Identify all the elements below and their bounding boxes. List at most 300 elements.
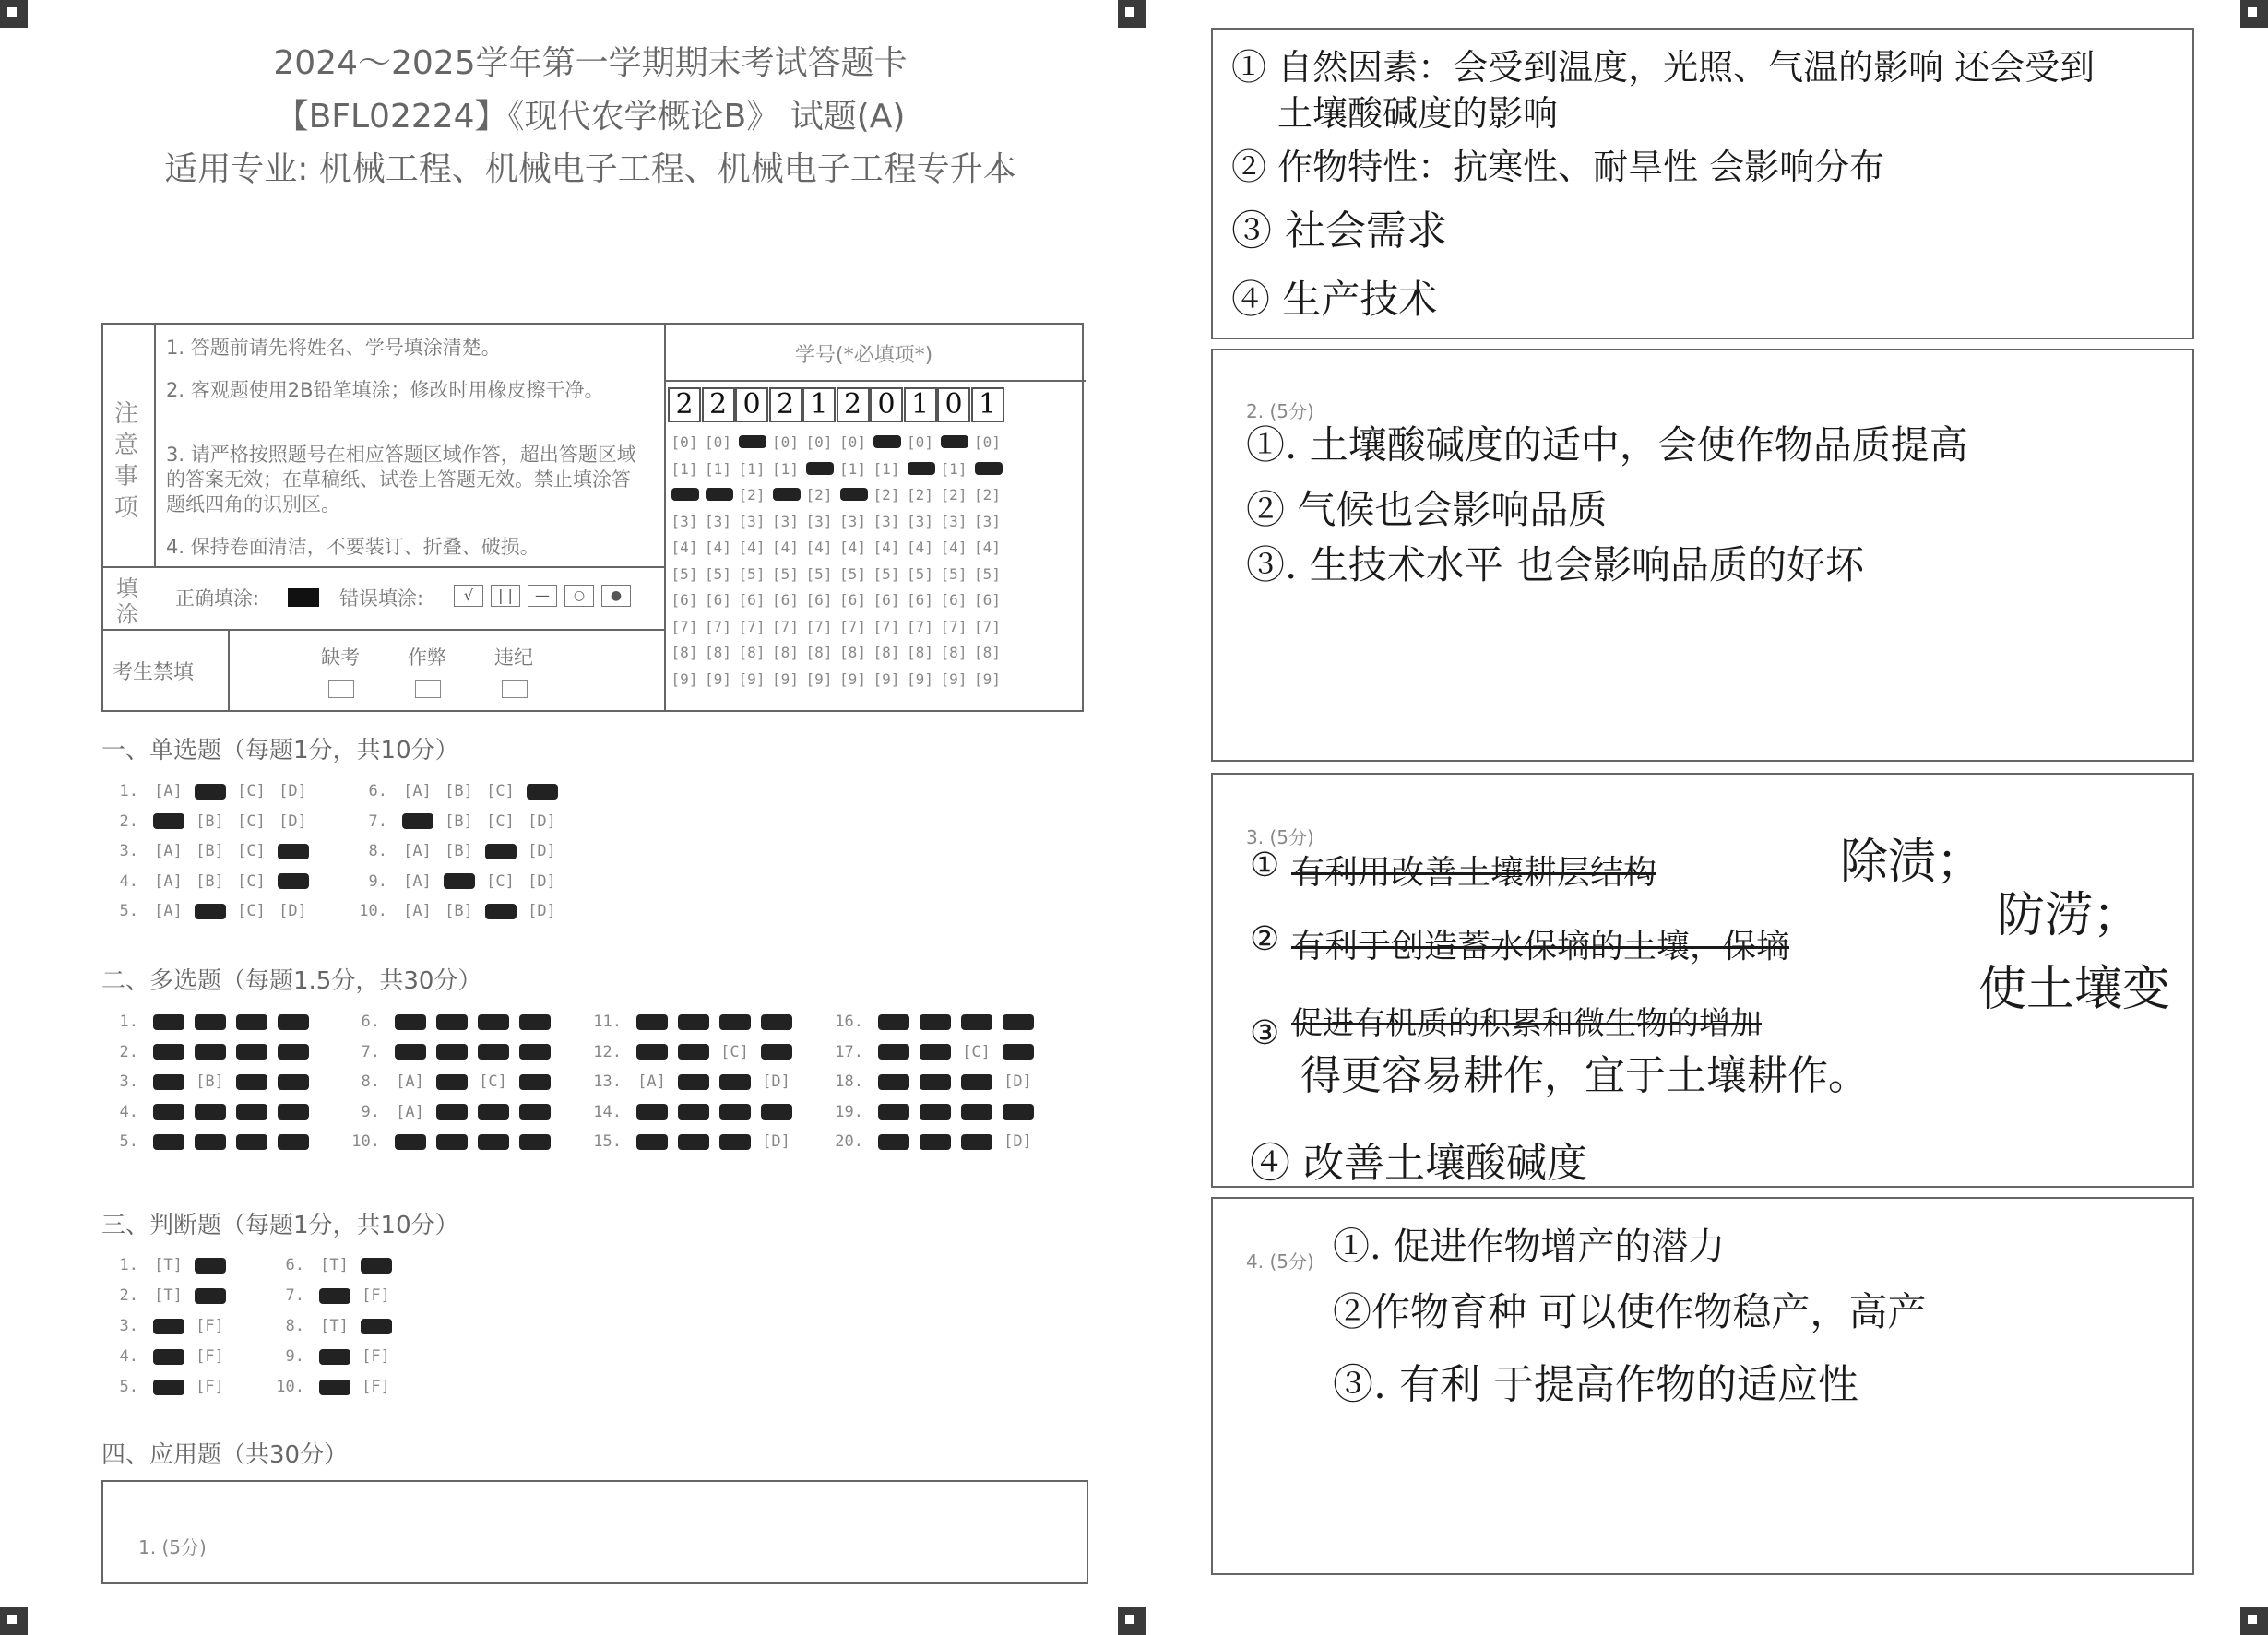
student-id-bubble[interactable]: [8] (705, 644, 731, 661)
student-id-bubble-filled[interactable] (739, 435, 766, 448)
option-bubble-filled[interactable] (189, 1013, 231, 1031)
option-bubble-filled[interactable] (631, 1103, 672, 1121)
student-id-bubble[interactable]: [8] (839, 644, 866, 661)
option-bubble-filled[interactable] (272, 842, 314, 860)
option-bubble-filled[interactable] (314, 1378, 355, 1396)
option-bubble[interactable]: [T] (154, 1286, 183, 1305)
option-bubble-filled[interactable] (755, 1043, 797, 1061)
question-row (358, 872, 563, 891)
question-number: 8. (285, 1317, 304, 1335)
option-bubble[interactable]: [B] (445, 782, 473, 800)
filled-mark (153, 1380, 184, 1395)
option-bubble[interactable]: [B] (445, 842, 473, 860)
option-bubble[interactable]: [C] (237, 902, 266, 920)
option-bubble[interactable]: [D] (279, 812, 307, 831)
student-id-bubble[interactable]: [2] (805, 486, 833, 504)
student-id-bubble[interactable]: [6] (705, 591, 731, 609)
q2-answer-line-1: ①. 土壤酸碱度的适中，会使作物品质提高 (1246, 422, 1968, 468)
option-bubble[interactable]: [A] (396, 1072, 424, 1091)
student-id-bubble[interactable]: [7] (974, 617, 1001, 635)
student-id-bubble-filled[interactable] (806, 462, 834, 475)
student-id-bubble[interactable]: [4] (974, 539, 1001, 556)
option-bubble[interactable]: [C] (237, 842, 266, 860)
student-id-bubble[interactable]: [3] (805, 512, 833, 530)
option-bubble[interactable]: [D] (1003, 1132, 1032, 1151)
notice-item-2: 2. 客观题使用2B铅笔填涂；修改时用橡皮擦干净。 (166, 379, 604, 401)
student-id-bubble[interactable]: [7] (907, 617, 933, 635)
student-id-bubble[interactable]: [8] (873, 644, 900, 661)
question-number: 4. (119, 1347, 138, 1366)
student-id-bubble[interactable]: [7] (805, 617, 833, 635)
option-bubble-filled[interactable] (672, 1013, 714, 1031)
option-bubble-filled[interactable] (521, 782, 563, 800)
option-bubble-filled[interactable] (873, 1043, 914, 1061)
option-bubble-filled[interactable] (431, 1103, 472, 1121)
option-bubble-filled[interactable] (514, 1043, 555, 1061)
option-bubble-filled[interactable] (873, 1072, 914, 1091)
question-number: 7. (368, 812, 387, 831)
option-bubble[interactable]: [C] (486, 812, 515, 831)
filled-mark (278, 1104, 309, 1120)
option-bubble-filled[interactable] (389, 1043, 431, 1061)
correct-fill-label: 正确填涂: (175, 587, 260, 610)
option-bubble-filled[interactable] (755, 1103, 797, 1121)
q3-line1-num: ① (1250, 847, 1280, 884)
option-bubble-filled[interactable] (231, 1072, 272, 1091)
student-id-bubble[interactable]: [3] (839, 512, 866, 530)
question-number: 9. (368, 871, 387, 891)
student-id-bubble[interactable]: [7] (772, 617, 799, 635)
student-id-bubble[interactable]: [4] (671, 539, 698, 556)
option-bubble-filled[interactable] (355, 1317, 397, 1335)
option-bubble-filled[interactable] (514, 1103, 555, 1121)
student-id-bubble-filled[interactable] (671, 488, 699, 501)
option-bubble-filled[interactable] (914, 1043, 956, 1061)
student-id-bubble[interactable]: [6] (671, 591, 698, 609)
option-bubble[interactable]: [T] (154, 1256, 183, 1274)
option-bubble-filled[interactable] (148, 1378, 189, 1396)
option-bubble[interactable]: [C] (720, 1042, 749, 1061)
filled-mark (519, 1074, 551, 1090)
filled-mark (1003, 1044, 1034, 1060)
student-id-bubble[interactable]: [9] (974, 669, 1001, 688)
option-bubble-filled[interactable] (672, 1043, 714, 1061)
filled-mark (961, 1134, 992, 1150)
option-bubble-filled[interactable] (189, 782, 231, 800)
question-row (834, 1072, 1039, 1091)
option-bubble-filled[interactable] (997, 1103, 1039, 1121)
option-bubble[interactable]: [A] (403, 871, 432, 891)
student-id-bubble[interactable]: [1] (839, 459, 866, 478)
filled-mark (278, 844, 309, 859)
student-id-bubble[interactable]: [1] (738, 459, 766, 478)
student-id-digit: 2 (668, 387, 701, 422)
student-id-bubble[interactable]: [5] (974, 564, 1001, 583)
option-bubble[interactable]: [C] (479, 1072, 507, 1091)
student-id-digit: 1 (904, 387, 937, 422)
option-bubble[interactable]: [D] (528, 812, 556, 831)
option-bubble-filled[interactable] (514, 1013, 555, 1031)
option-bubble[interactable]: [F] (196, 1317, 224, 1335)
option-bubble[interactable]: [D] (762, 1072, 790, 1091)
option-bubble-filled[interactable] (472, 1043, 514, 1061)
student-id-bubble[interactable]: [7] (705, 617, 731, 635)
option-bubble-filled[interactable] (389, 1132, 431, 1151)
option-bubble[interactable]: [C] (237, 782, 266, 800)
student-id-bubble[interactable]: [3] (772, 512, 799, 530)
option-bubble-filled[interactable] (956, 1103, 997, 1121)
option-bubble-filled[interactable] (472, 1013, 514, 1031)
option-bubble[interactable]: [F] (196, 1378, 224, 1396)
student-id-bubble[interactable]: [1] (873, 459, 900, 478)
option-bubble-filled[interactable] (189, 1256, 231, 1274)
filled-mark (195, 1258, 226, 1274)
question-number: 10. (351, 1132, 380, 1151)
proctor-box-cheat[interactable] (415, 680, 441, 698)
option-bubble-filled[interactable] (956, 1132, 997, 1151)
student-id-digit: 2 (769, 387, 802, 422)
student-id-bubble[interactable]: [0] (805, 433, 833, 451)
option-bubble[interactable]: [B] (196, 1072, 224, 1091)
student-id-bubble[interactable]: [9] (671, 669, 698, 688)
option-bubble-filled[interactable] (480, 842, 521, 860)
option-bubble[interactable]: [C] (962, 1042, 991, 1061)
student-id-bubble[interactable]: [7] (873, 617, 900, 635)
student-id-bubble[interactable]: [3] (873, 512, 900, 530)
student-id-bubble[interactable]: [6] (738, 591, 766, 609)
option-bubble-filled[interactable] (272, 872, 314, 891)
option-bubble-filled[interactable] (956, 1013, 997, 1031)
option-bubble[interactable]: [D] (1003, 1072, 1032, 1091)
option-bubble-filled[interactable] (272, 1103, 314, 1121)
student-id-bubble[interactable]: [5] (873, 564, 900, 583)
q3-line2-struck: 有利于创造蓄水保墒的土壤，保墒 (1291, 928, 1790, 966)
student-id-bubble[interactable]: [5] (705, 564, 731, 583)
student-id-bubble-filled[interactable] (773, 488, 801, 501)
option-bubble-filled[interactable] (997, 1043, 1039, 1061)
student-id-bubble[interactable]: [9] (907, 669, 933, 688)
question-number: 6. (285, 1256, 304, 1274)
q3-line3-struck: 促进有机质的积累和微生物的增加 (1291, 1005, 1762, 1042)
option-bubble-filled[interactable] (272, 1013, 314, 1031)
student-id-bubble[interactable]: [8] (772, 644, 799, 661)
option-bubble-filled[interactable] (272, 1043, 314, 1061)
filled-mark (395, 1014, 426, 1030)
question-row (350, 1043, 555, 1061)
student-id-bubble[interactable]: [5] (738, 564, 766, 583)
option-bubble-filled[interactable] (189, 1043, 231, 1061)
option-bubble[interactable]: [F] (362, 1347, 390, 1366)
option-bubble-filled[interactable] (714, 1013, 755, 1031)
option-bubble[interactable]: [A] (396, 1102, 424, 1121)
student-id-bubble[interactable]: [5] (940, 564, 968, 583)
option-bubble-filled[interactable] (272, 1132, 314, 1151)
student-id-bubble-filled[interactable] (706, 488, 733, 501)
student-id-bubble[interactable]: [9] (805, 669, 833, 688)
option-bubble-filled[interactable] (873, 1132, 914, 1151)
option-bubble-filled[interactable] (672, 1072, 714, 1091)
student-id-bubble[interactable]: [8] (738, 644, 766, 661)
student-id-bubble[interactable]: [4] (907, 539, 933, 556)
student-id-bubble[interactable]: [9] (873, 669, 900, 688)
student-id-bubble[interactable]: [7] (738, 617, 766, 635)
option-bubble-filled[interactable] (631, 1043, 672, 1061)
student-id-bubble-filled[interactable] (941, 435, 968, 448)
student-id-bubble[interactable]: [4] (738, 539, 766, 556)
filled-mark (519, 1014, 551, 1030)
filled-mark (361, 1258, 392, 1274)
question-number: 18. (835, 1072, 863, 1091)
student-id-bubble[interactable]: [2] (907, 486, 933, 504)
option-bubble[interactable]: [T] (320, 1256, 349, 1274)
student-id-bubble[interactable]: [3] (671, 512, 698, 530)
question-number: 8. (361, 1072, 380, 1091)
option-bubble-filled[interactable] (472, 1132, 514, 1151)
question-row (592, 1043, 797, 1061)
option-bubble[interactable]: [B] (196, 842, 224, 860)
question-row (109, 842, 314, 860)
student-id-bubble[interactable]: [5] (772, 564, 799, 583)
option-bubble-filled[interactable] (189, 902, 231, 920)
option-bubble[interactable]: [A] (403, 902, 432, 920)
student-id-bubble[interactable]: [6] (772, 591, 799, 609)
student-id-bubble[interactable]: [3] (940, 512, 968, 530)
student-id-bubble[interactable]: [1] (705, 459, 731, 478)
option-bubble-filled[interactable] (314, 1347, 355, 1366)
corner-marker-top-right (2240, 0, 2268, 28)
student-id-bubble[interactable]: [6] (839, 591, 866, 609)
option-bubble[interactable]: [F] (362, 1286, 390, 1305)
option-bubble-filled[interactable] (631, 1132, 672, 1151)
option-bubble-filled[interactable] (438, 872, 480, 891)
option-bubble[interactable]: [D] (279, 782, 307, 800)
option-bubble-filled[interactable] (148, 1132, 189, 1151)
option-bubble-filled[interactable] (714, 1072, 755, 1091)
student-id-bubble[interactable]: [7] (671, 617, 698, 635)
notice-divider-id-header (666, 380, 1086, 382)
student-id-bubble[interactable]: [7] (940, 617, 968, 635)
option-bubble-filled[interactable] (914, 1013, 956, 1031)
student-id-bubble[interactable]: [9] (772, 669, 799, 688)
option-bubble[interactable]: [C] (486, 871, 515, 891)
student-id-bubble[interactable]: [8] (907, 644, 933, 661)
student-id-bubble[interactable]: [4] (705, 539, 731, 556)
student-id-bubble[interactable]: [8] (974, 644, 1001, 661)
option-bubble[interactable]: [A] (403, 782, 432, 800)
option-bubble[interactable]: [B] (196, 871, 224, 891)
student-id-bubble[interactable]: [6] (940, 591, 968, 609)
notice-label: 注意事项 (114, 400, 139, 522)
student-id-bubble[interactable]: [4] (805, 539, 833, 556)
student-id-bubble[interactable]: [0] (839, 433, 866, 451)
student-id-bubble[interactable]: [8] (805, 644, 833, 661)
student-id-bubble[interactable]: [5] (839, 564, 866, 583)
student-id-bubble[interactable]: [5] (805, 564, 833, 583)
option-bubble-filled[interactable] (397, 812, 438, 831)
option-bubble-filled[interactable] (148, 1347, 189, 1366)
student-id-bubble[interactable]: [9] (705, 669, 731, 688)
option-bubble-filled[interactable] (148, 812, 189, 831)
option-bubble-filled[interactable] (389, 1013, 431, 1031)
answer-box-q2 (1211, 349, 2194, 762)
student-id-bubble[interactable]: [3] (705, 512, 731, 530)
question-row (358, 812, 563, 831)
question-row (350, 1132, 555, 1151)
student-id-bubble[interactable]: [4] (839, 539, 866, 556)
filled-mark (478, 1134, 509, 1150)
student-id-bubble-filled[interactable] (840, 488, 868, 501)
option-bubble-filled[interactable] (231, 1043, 272, 1061)
option-bubble[interactable]: [D] (279, 902, 307, 920)
option-bubble[interactable]: [C] (237, 812, 266, 831)
question-row (109, 1103, 314, 1121)
student-id-bubble[interactable]: [5] (907, 564, 933, 583)
option-bubble[interactable]: [B] (445, 902, 473, 920)
student-id-bubble[interactable]: [4] (772, 539, 799, 556)
option-bubble[interactable]: [B] (196, 812, 224, 831)
option-bubble-filled[interactable] (956, 1072, 997, 1091)
question-row (592, 1132, 797, 1151)
option-bubble-filled[interactable] (189, 1132, 231, 1151)
question-number: 17. (835, 1042, 863, 1061)
option-bubble-filled[interactable] (997, 1013, 1039, 1031)
student-id-bubble[interactable]: [1] (772, 459, 799, 478)
option-bubble-filled[interactable] (431, 1043, 472, 1061)
student-id-bubble[interactable]: [0] (705, 433, 731, 451)
filled-mark (153, 1349, 184, 1365)
student-id-bubble[interactable]: [6] (974, 591, 1001, 609)
student-id-bubble[interactable]: [1] (940, 459, 968, 478)
option-bubble-filled[interactable] (714, 1132, 755, 1151)
option-bubble[interactable]: [D] (528, 871, 556, 891)
student-id-bubble[interactable]: [8] (671, 644, 698, 661)
student-id-bubble[interactable]: [4] (940, 539, 968, 556)
student-id-bubble[interactable]: [6] (805, 591, 833, 609)
proctor-box-violation[interactable] (502, 680, 528, 698)
proctor-violation: 违纪 (494, 646, 533, 669)
option-bubble-filled[interactable] (431, 1132, 472, 1151)
option-bubble-filled[interactable] (631, 1013, 672, 1031)
option-bubble[interactable]: [T] (320, 1317, 349, 1335)
option-bubble-filled[interactable] (472, 1103, 514, 1121)
option-bubble-filled[interactable] (272, 1072, 314, 1091)
option-bubble[interactable]: [D] (528, 902, 556, 920)
option-bubble-filled[interactable] (231, 1013, 272, 1031)
student-id-bubble[interactable]: [6] (907, 591, 933, 609)
option-bubble-filled[interactable] (873, 1013, 914, 1031)
option-bubble-filled[interactable] (431, 1013, 472, 1031)
student-id-bubble[interactable]: [2] (873, 486, 900, 504)
option-bubble-filled[interactable] (355, 1256, 397, 1274)
proctor-box-absent[interactable] (328, 680, 354, 698)
option-bubble-filled[interactable] (189, 1286, 231, 1305)
option-bubble-filled[interactable] (148, 1013, 189, 1031)
filled-mark (195, 1288, 226, 1304)
student-id-bubble[interactable]: [0] (671, 433, 698, 451)
filled-mark (678, 1134, 709, 1150)
q3-line3-num: ③ (1250, 1014, 1280, 1052)
option-bubble[interactable]: [A] (637, 1072, 666, 1091)
student-id-bubble[interactable]: [0] (907, 433, 933, 451)
question-row (834, 1043, 1039, 1061)
option-bubble[interactable]: [A] (154, 842, 183, 860)
option-bubble-filled[interactable] (189, 1103, 231, 1121)
option-bubble-filled[interactable] (873, 1103, 914, 1121)
notice-item-1: 1. 答题前请先将姓名、学号填涂清楚。 (166, 337, 501, 359)
student-id-bubble[interactable]: [2] (738, 486, 766, 504)
notice-item-3: 3. 请严格按照题号在相应答题区域作答，超出答题区域的答案无效；在草稿纸、试卷上答题无效。禁止填涂答题纸四角的识别区。 (166, 444, 636, 515)
option-bubble[interactable]: [A] (154, 782, 183, 800)
option-bubble-filled[interactable] (314, 1286, 355, 1305)
option-bubble-filled[interactable] (514, 1132, 555, 1151)
option-bubble-filled[interactable] (148, 1317, 189, 1335)
student-id-bubble[interactable]: [2] (974, 486, 1001, 504)
option-bubble-filled[interactable] (672, 1103, 714, 1121)
option-bubble[interactable]: [C] (486, 782, 515, 800)
student-id-bubble-filled[interactable] (908, 462, 935, 475)
option-bubble[interactable]: [F] (196, 1347, 224, 1366)
option-bubble-filled[interactable] (431, 1072, 472, 1091)
student-id-bubble[interactable]: [4] (873, 539, 900, 556)
student-id-bubble[interactable]: [3] (974, 512, 1001, 530)
option-bubble[interactable]: [D] (762, 1132, 790, 1151)
option-bubble-filled[interactable] (480, 902, 521, 920)
option-bubble[interactable]: [F] (362, 1378, 390, 1396)
student-id-bubble[interactable]: [6] (873, 591, 900, 609)
student-id-bubble[interactable]: [5] (671, 564, 698, 583)
option-bubble-filled[interactable] (148, 1072, 189, 1091)
student-id-bubble-filled[interactable] (975, 462, 1003, 475)
student-id-bubble[interactable]: [1] (671, 459, 698, 478)
student-id-bubble-filled[interactable] (873, 435, 901, 448)
fill-label: 填涂 (116, 575, 138, 627)
option-bubble-filled[interactable] (755, 1013, 797, 1031)
option-bubble-filled[interactable] (514, 1072, 555, 1091)
option-bubble-filled[interactable] (148, 1103, 189, 1121)
student-id-bubble[interactable]: [2] (940, 486, 968, 504)
option-bubble[interactable]: [A] (403, 842, 432, 860)
student-id-bubble[interactable]: [3] (907, 512, 933, 530)
filled-mark (485, 904, 517, 919)
question-number: 20. (835, 1132, 863, 1151)
option-bubble[interactable]: [A] (154, 902, 183, 920)
option-bubble-filled[interactable] (672, 1132, 714, 1151)
student-id-bubble[interactable]: [8] (940, 644, 968, 661)
student-id-bubble[interactable]: [9] (839, 669, 866, 688)
option-bubble[interactable]: [A] (154, 871, 183, 891)
student-id-bubble[interactable]: [9] (940, 669, 968, 688)
option-bubble[interactable]: [C] (237, 871, 266, 891)
student-id-bubble[interactable]: [3] (738, 512, 766, 530)
option-bubble-filled[interactable] (714, 1103, 755, 1121)
student-id-bubble[interactable]: [0] (772, 433, 799, 451)
student-id-bubble[interactable]: [0] (974, 433, 1001, 451)
option-bubble-filled[interactable] (148, 1043, 189, 1061)
question-row (109, 1317, 231, 1335)
filled-mark (436, 1014, 468, 1030)
option-bubble-filled[interactable] (231, 1103, 272, 1121)
option-bubble-filled[interactable] (914, 1132, 956, 1151)
student-id-bubble[interactable]: [9] (738, 669, 766, 688)
option-bubble-filled[interactable] (231, 1132, 272, 1151)
q3-line3-continued: 得更容易耕作，宜于土壤耕作。 (1300, 1052, 1869, 1099)
option-bubble[interactable]: [B] (445, 812, 473, 831)
option-bubble-filled[interactable] (914, 1103, 956, 1121)
option-bubble-filled[interactable] (914, 1072, 956, 1091)
notice-divider-h1 (103, 566, 664, 568)
student-id-bubble[interactable]: [7] (839, 617, 866, 635)
option-bubble[interactable]: [D] (528, 842, 556, 860)
